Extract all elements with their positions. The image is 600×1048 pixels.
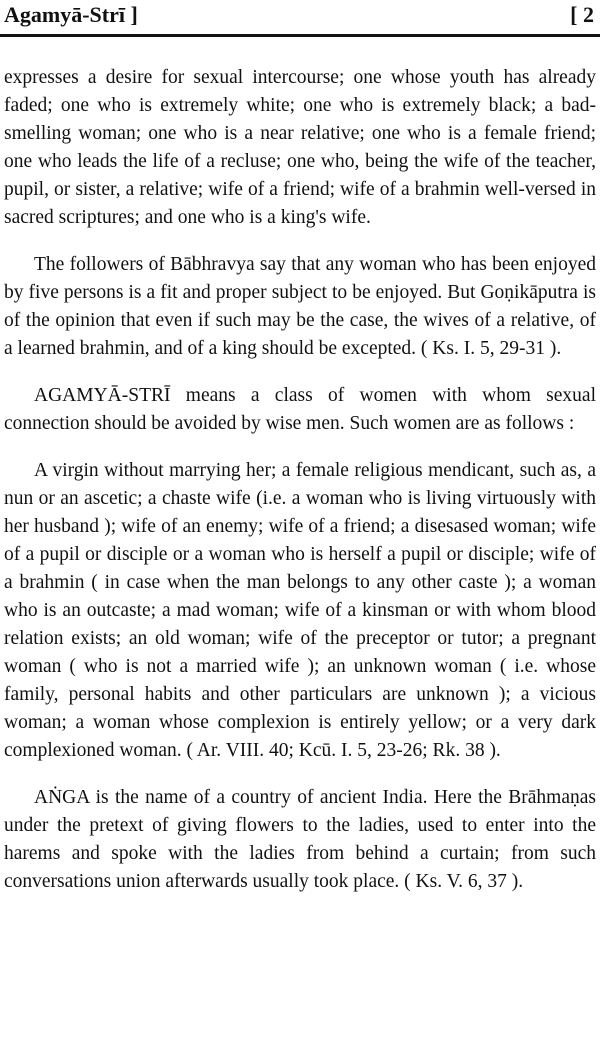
page-body (4, 64, 596, 915)
page-number: [ 2 (570, 2, 594, 27)
running-head: Agamyā-Strī ] (4, 2, 138, 27)
page-header (0, 0, 600, 30)
paragraph-anga: AṄGA is the name of a country of ancient India. Here the Brāhmaṇas under the pretext of giving flowers to the ladies, used to enter into the harems and spoke with the ladies from behind a curtain; from such conversations union afterwards usually took place. ( Ks. V. 6, 37 ). (4, 787, 596, 892)
paragraph-list-of-women: A virgin without marrying her; a female religious mendicant, such as, a nun or an ascetic; a chaste wife (i.e. a woman who is living virtuously with her husband ); wife of an enemy; wife of a friend; a disesased woman; wife of a pupil or disciple or a woman who is herself a pupil or disciple; wife of a brahmin ( in case when the man belongs to any other caste ); a woman who is an outcaste; a mad woman; wife of a kinsman or with whom blood relation exists; an old woman; wife of the preceptor or tutor; a pregnant woman ( who is not a married wife ); an unknown woman ( i.e. whose family, personal habits and other particulars are unknown ); a vicious woman; a woman whose complexion is entirely yellow; or a very dark complexioned woman. ( Ar. VIII. 40; Kcū. I. 5, 23-26; Rk. 38 ). (4, 460, 596, 761)
header-rule (0, 34, 600, 37)
paragraph-babhravya: The followers of Bābhravya say that any woman who has been enjoyed by five persons is a fit and proper subject to be enjoyed. But Goṇikāputra is of the opinion that even if such may be the case, the wives of a relative, of a learned brahmin, and of a king should be excepted. ( Ks. I. 5, 29-31 ). (4, 254, 596, 359)
paragraph-agamya-stri: AGAMYĀ-STRĪ means a class of women with whom sexual connection should be avoided by wise men. Such women are as follows : (4, 385, 596, 434)
paragraph-continuation: expresses a desire for sexual intercourse; one whose youth has already faded; one who is extremely white; one who is extremely black; a bad-smelling woman; one who is a near relative; one who is a female friend; one who leads the life of a recluse; one who, being the wife of the teacher, pupil, or sister, a relative; wife of a friend; wife of a brahmin well-versed in sacred scriptures; and one who is a king's wife. (4, 67, 596, 228)
